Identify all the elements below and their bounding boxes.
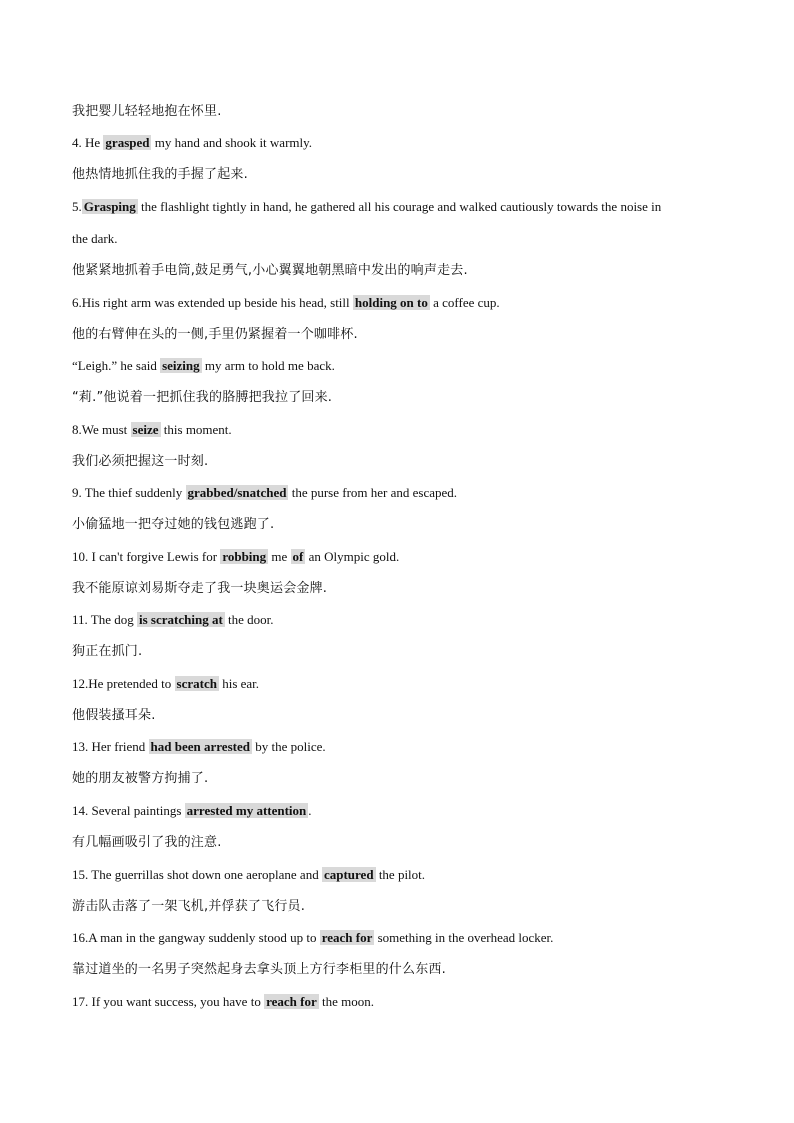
english-example-line xyxy=(72,422,724,438)
text-segment: “莉.”他说着一把抓住我的胳膊把我拉了回来. xyxy=(72,390,333,405)
text-segment: 14. Several paintings xyxy=(72,803,185,818)
text-segment: 6.His right arm was extended up beside his head, still xyxy=(72,295,353,310)
chinese-translation-line xyxy=(72,263,724,279)
english-example-line xyxy=(72,739,724,755)
chinese-translation-line xyxy=(72,962,724,978)
highlighted-phrase: seize xyxy=(132,422,159,437)
chinese-translation-line xyxy=(72,835,724,851)
english-example-line xyxy=(72,295,724,311)
highlighted-phrase: scratch xyxy=(176,676,217,691)
chinese-translation-line xyxy=(72,899,724,915)
english-example-line xyxy=(72,930,724,946)
text-segment: 10. I can't forgive Lewis for xyxy=(72,549,221,564)
text-segment: this moment. xyxy=(160,422,232,437)
text-segment: my hand and shook it warmly. xyxy=(151,135,313,150)
text-segment: the purse from her and escaped. xyxy=(288,485,458,500)
text-segment: his ear. xyxy=(218,676,260,691)
text-segment: 8.We must xyxy=(72,422,131,437)
highlighted-phrase: grasped xyxy=(105,135,150,150)
highlighted-phrase: grabbed/snatched xyxy=(187,485,287,500)
highlighted-phrase: of xyxy=(292,549,304,564)
text-segment: my arm to hold me back. xyxy=(201,358,335,373)
highlighted-phrase: reach for xyxy=(321,930,373,945)
chinese-translation-line xyxy=(72,327,724,343)
highlighted-phrase: had been arrested xyxy=(150,739,250,754)
chinese-translation-line xyxy=(72,517,724,533)
text-segment: 狗正在抓门. xyxy=(72,644,143,659)
text-segment: me xyxy=(268,549,291,564)
chinese-translation-line xyxy=(72,644,724,660)
text-segment: the moon. xyxy=(318,994,374,1009)
english-example-line xyxy=(72,485,724,501)
text-segment: 我不能原谅刘易斯夺走了我一块奥运会金牌. xyxy=(72,581,328,596)
highlighted-phrase: is scratching at xyxy=(139,612,223,627)
text-segment: 11. The dog xyxy=(72,612,137,627)
text-segment: “Leigh.” he said xyxy=(72,358,161,373)
text-segment: the pilot. xyxy=(375,867,426,882)
english-example-line xyxy=(72,199,724,215)
chinese-translation-line xyxy=(72,771,724,787)
text-segment: something in the overhead locker. xyxy=(374,930,554,945)
text-segment: the dark. xyxy=(72,231,118,246)
text-segment: 他假装搔耳朵. xyxy=(72,708,156,723)
text-segment: 他热情地抓住我的手握了起来. xyxy=(72,167,248,182)
chinese-translation-line xyxy=(72,581,724,597)
text-segment: 16.A man in the gangway suddenly stood up to xyxy=(72,930,320,945)
text-segment: 小偷猛地一把夺过她的钱包逃跑了. xyxy=(72,517,275,532)
text-segment: 有几幅画吸引了我的注意. xyxy=(72,835,222,850)
text-segment: 13. Her friend xyxy=(72,739,149,754)
highlighted-phrase: holding on to xyxy=(354,295,428,310)
english-example-line xyxy=(72,549,724,565)
highlighted-phrase: Grasping xyxy=(83,199,136,214)
english-example-line xyxy=(72,358,724,374)
text-segment: 他的右臂伸在头的一侧,手里仍紧握着一个咖啡杯. xyxy=(72,327,358,342)
text-segment: by the police. xyxy=(251,739,326,754)
text-segment: 他紧紧地抓着手电筒,鼓足勇气,小心翼翼地朝黑暗中发出的响声走去. xyxy=(72,263,468,278)
english-example-line xyxy=(72,867,724,883)
highlighted-phrase: seizing xyxy=(162,358,200,373)
english-example-line xyxy=(72,803,724,819)
text-segment: 游击队击落了一架飞机,并俘获了飞行员. xyxy=(72,899,306,914)
text-segment: 5. xyxy=(72,199,82,214)
text-segment: 9. The thief suddenly xyxy=(72,485,186,500)
highlighted-phrase: robbing xyxy=(222,549,267,564)
text-segment: 4. He xyxy=(72,135,104,150)
chinese-translation-line xyxy=(72,167,724,183)
chinese-translation-line xyxy=(72,454,724,470)
text-segment: 靠过道坐的一名男子突然起身去拿头顶上方行李柜里的什么东西. xyxy=(72,962,446,977)
text-segment: an Olympic gold. xyxy=(305,549,400,564)
english-example-line xyxy=(72,612,724,628)
text-segment: 15. The guerrillas shot down one aeroplane and xyxy=(72,867,322,882)
chinese-translation-line xyxy=(72,104,724,120)
chinese-translation-line xyxy=(72,708,724,724)
text-segment: 她的朋友被警方拘捕了. xyxy=(72,771,209,786)
text-segment: . xyxy=(308,803,312,818)
text-segment: the door. xyxy=(224,612,274,627)
text-segment: the flashlight tightly in hand, he gathered all his courage and walked cautiously towards the noise in xyxy=(137,199,662,214)
english-example-line xyxy=(72,994,724,1010)
english-example-line xyxy=(72,231,724,247)
chinese-translation-line xyxy=(72,390,724,406)
highlighted-phrase: captured xyxy=(323,867,374,882)
text-segment: 我把婴儿轻轻地抱在怀里. xyxy=(72,104,222,119)
highlighted-phrase: arrested my attention xyxy=(186,803,307,818)
highlighted-phrase: reach for xyxy=(266,994,317,1009)
english-example-line xyxy=(72,676,724,692)
english-example-line xyxy=(72,135,724,151)
text-segment: 17. If you want success, you have to xyxy=(72,994,265,1009)
text-segment: 12.He pretended to xyxy=(72,676,175,691)
text-segment: a coffee cup. xyxy=(429,295,500,310)
text-segment: 我们必须把握这一时刻. xyxy=(72,454,209,469)
